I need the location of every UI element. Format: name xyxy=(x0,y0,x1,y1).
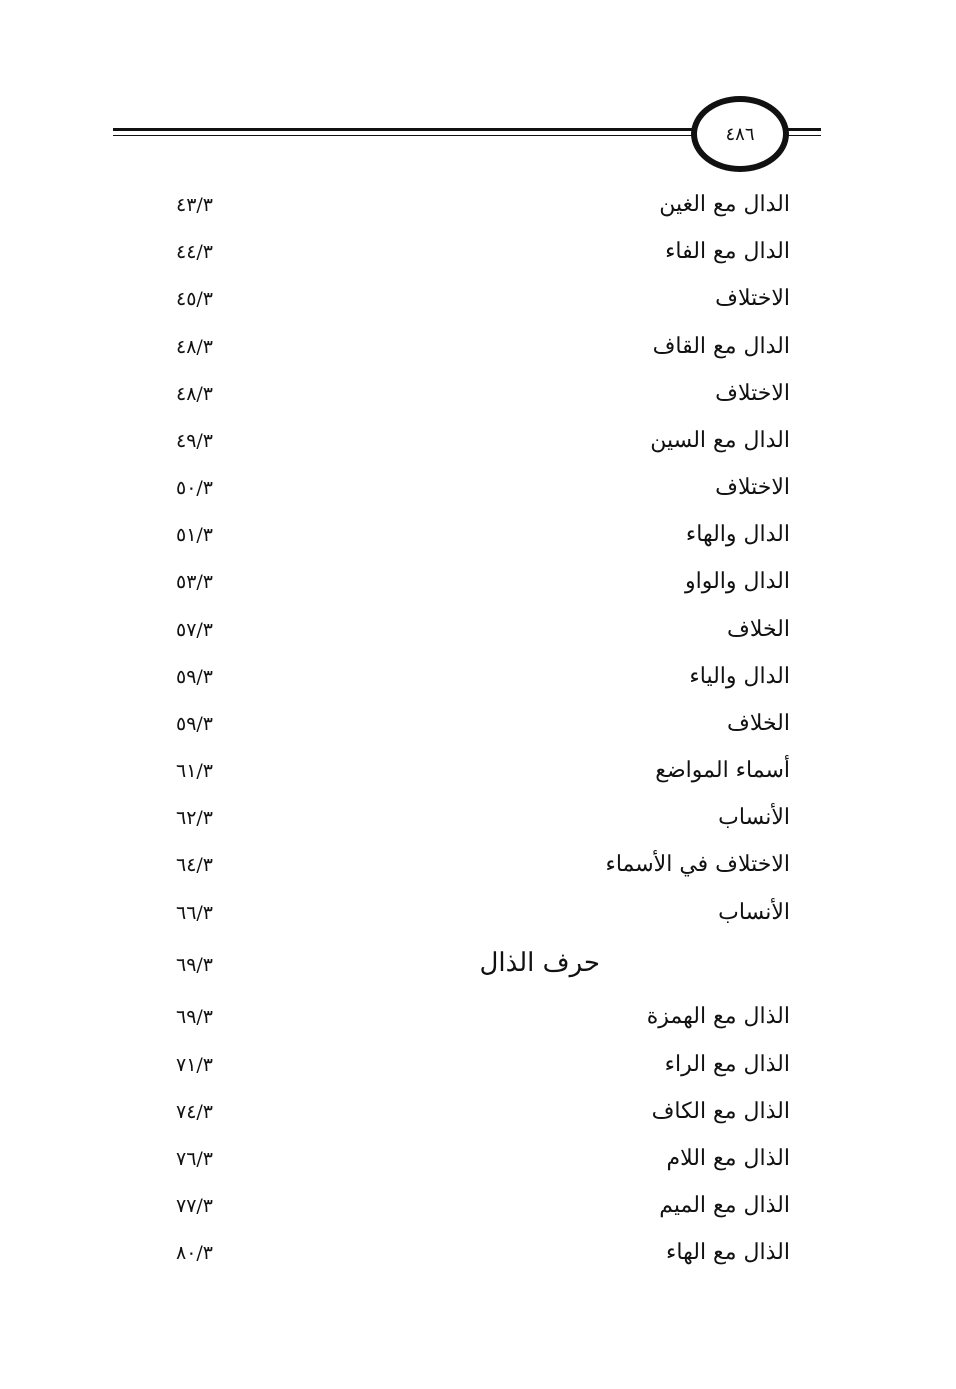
entry-title: الاختلاف xyxy=(715,475,790,500)
entry-title: الدال مع القاف xyxy=(652,334,790,359)
toc-entry xyxy=(150,1240,790,1280)
entry-ref: ٤٨/٣ xyxy=(176,383,214,405)
entry-title: الأنساب xyxy=(718,900,790,925)
entry-ref: ٦٢/٣ xyxy=(176,807,214,829)
entry-ref: ٦٩/٣ xyxy=(176,1006,214,1028)
entry-ref: ٦٤/٣ xyxy=(176,854,214,876)
entry-title: الذال مع الكاف xyxy=(651,1099,790,1124)
entry-ref: ٥٠/٣ xyxy=(176,477,214,499)
entry-ref: ٤٤/٣ xyxy=(176,241,214,263)
entry-ref: ٧٦/٣ xyxy=(176,1148,214,1170)
entry-title: الذال مع الميم xyxy=(659,1193,790,1218)
entry-ref: ٨٠/٣ xyxy=(176,1242,214,1264)
entry-ref: ٤٣/٣ xyxy=(176,194,214,216)
toc-entry xyxy=(150,239,790,279)
toc-entry xyxy=(150,381,790,421)
entry-ref: ٥٣/٣ xyxy=(176,571,214,593)
toc-entry xyxy=(150,334,790,374)
toc-entry xyxy=(150,1004,790,1044)
entry-ref: ٦٩/٣ xyxy=(176,954,214,976)
entry-title: أسماء المواضع xyxy=(655,758,790,783)
toc-entry xyxy=(150,286,790,326)
entry-title: الخلاف xyxy=(727,617,790,642)
entry-title: الاختلاف xyxy=(715,286,790,311)
entry-title: الخلاف xyxy=(727,711,790,736)
toc-entry xyxy=(150,758,790,798)
entry-title: الاختلاف في الأسماء xyxy=(605,852,790,877)
toc-entry xyxy=(150,1099,790,1139)
entry-title: الدال مع الفاء xyxy=(665,239,790,264)
toc-entry xyxy=(150,569,790,609)
entry-title: الاختلاف xyxy=(715,381,790,406)
entry-ref: ٧١/٣ xyxy=(176,1054,214,1076)
toc-entry xyxy=(150,1193,790,1233)
entry-ref: ٤٥/٣ xyxy=(176,288,214,310)
entry-title: الدال مع الغين xyxy=(659,192,790,217)
toc-entry xyxy=(150,428,790,468)
entry-ref: ٧٧/٣ xyxy=(176,1195,214,1217)
entry-title: الدال مع السين xyxy=(650,428,790,453)
toc-entry xyxy=(150,1052,790,1092)
entry-title: الدال والهاء xyxy=(685,522,790,547)
entry-title: الأنساب xyxy=(718,805,790,830)
entry-ref: ٥٩/٣ xyxy=(176,713,214,735)
toc-entry xyxy=(150,475,790,515)
entry-title: الدال والياء xyxy=(689,664,790,689)
toc-entry xyxy=(150,805,790,845)
entry-title: الذال مع اللام xyxy=(666,1146,790,1171)
toc-entry xyxy=(150,900,790,940)
entry-title: الذال مع الهاء xyxy=(666,1240,790,1265)
toc-entry xyxy=(150,192,790,232)
entry-title: الدال والواو xyxy=(685,569,790,594)
entry-ref: ٥٩/٣ xyxy=(176,666,214,688)
toc-section-heading xyxy=(150,948,790,992)
entry-title: الذال مع الراء xyxy=(664,1052,790,1077)
toc-entry xyxy=(150,522,790,562)
entry-ref: ٥١/٣ xyxy=(176,524,214,546)
entry-ref: ٦١/٣ xyxy=(176,760,214,782)
toc-entry xyxy=(150,711,790,751)
entry-ref: ٧٤/٣ xyxy=(176,1101,214,1123)
entry-ref: ٤٩/٣ xyxy=(176,430,214,452)
toc-entry xyxy=(150,664,790,704)
entry-title: الذال مع الهمزة xyxy=(646,1004,790,1029)
toc-entry xyxy=(150,852,790,892)
entry-ref: ٥٧/٣ xyxy=(176,619,214,641)
toc-entry xyxy=(150,1146,790,1186)
entry-ref: ٦٦/٣ xyxy=(176,902,214,924)
toc-entry xyxy=(150,617,790,657)
section-title: حرف الذال xyxy=(479,948,600,978)
page-number: ٤٨٦ xyxy=(725,123,755,145)
entry-ref: ٤٨/٣ xyxy=(176,336,214,358)
